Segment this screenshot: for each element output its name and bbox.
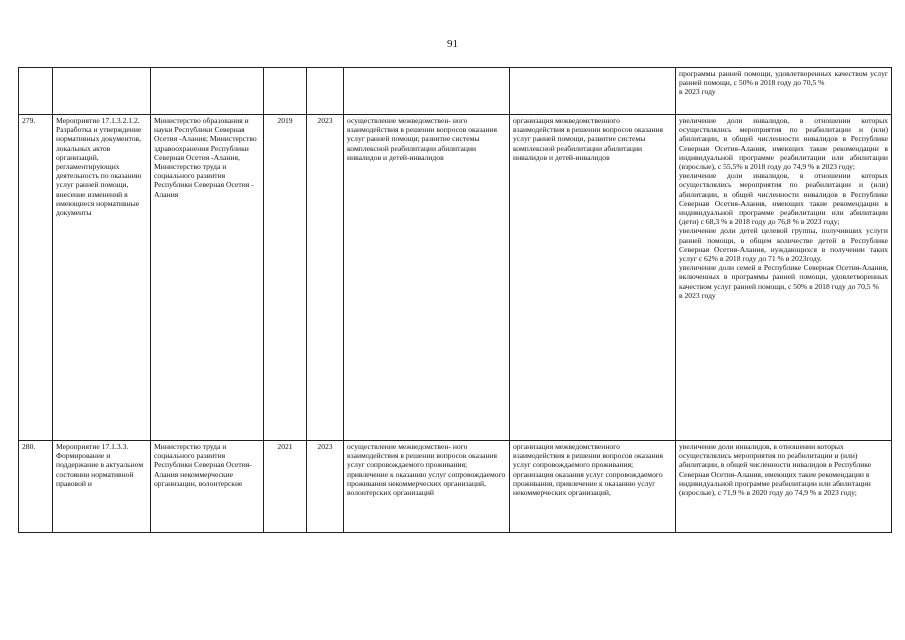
cell-start-year (264, 68, 307, 115)
cell-indicators (676, 68, 892, 115)
indicator-text: увеличение доли инвалидов, в отношении которых осуществлялись мероприятия по реабилитации и (или) абилитации, в общей численности инвалидов в Республике Северная Осетия-Алания, имеющих такие рекомендации в индивидуальной программе реабилитации или абилитации (взрослые), с 55,5% в 2018 году до 74,9 % в 2023 году; (679, 116, 888, 172)
cell-indicators (676, 441, 892, 533)
cell-indicators (676, 115, 892, 441)
cell-number (19, 68, 53, 115)
cell-number: 279. (19, 115, 53, 441)
indicator-text: в 2023 году (679, 290, 716, 300)
cell-executor (151, 68, 264, 115)
cell-content (344, 68, 510, 115)
table-row (19, 441, 892, 533)
cell-content: осуществление межведомствен- ного взаимодействия в решении вопросов оказания услуг ранней помощи; развитие системы комплексной реабилитации абилитации инвалидов и детей-инвалидов (344, 115, 510, 441)
cell-executor: Министерство труда и социального развития Республики Северная Осетия-Алания некоммерческие организации, волонтерские (151, 441, 264, 533)
cell-event: Мероприятие 17.1.3.3. Формирование и поддержание в актуальном состоянии нормативной правовой и (53, 441, 151, 533)
indicator-text: увеличение доли детей целевой группы, получивших услуги ранней помощи, в общем количестве детей в Республике Северная Осетия-Алания, нуждающихся в получении таких услуг с 62% в 2018 году до 71 % в 2023году. (679, 226, 888, 264)
cell-content: осуществление межведомствен- ного взаимодействия в решении вопросов оказания услуг сопровождаемого проживания; привлечение к оказанию услуг сопровождаемого проживания некоммерческих организаций, волонтерских организаций (344, 441, 510, 533)
cell-result (510, 68, 676, 115)
cell-start-year: 2021 (264, 441, 307, 533)
cell-number: 280. (19, 441, 53, 533)
cell-executor: Министерство образования и науки Республики Северная Осетия -Алания; Министерство здравоохранения Республики Северная Осетия -Алания, Министерство труда и социального развития Республики Северная Осетия - Алания (151, 115, 264, 441)
indicator-text: программы ранней помощи, удовлетворенных качеством услуг ранней помощи, с 50% в 2018 году до 70,5 % (679, 69, 888, 88)
indicator-text: увеличение доли семей в Республике Северная Осетия-Алания, включенных в программы ранней помощи, удовлетворенных качеством услуг ранней помощи, с 50% в 2018 году до 70,5 % (679, 263, 888, 291)
table-row (19, 115, 892, 441)
cell-result: организация межведомственного взаимодействия в решении вопросов оказания услуг сопровождаемого проживания; организация оказания услуг сопровождаемого проживания, привлечение к оказанию услуг некоммерческих организаций, (510, 441, 676, 533)
indicator-text: в 2023 году (679, 87, 716, 97)
cell-end-year (307, 68, 344, 115)
table-row (19, 68, 892, 115)
cell-event (53, 68, 151, 115)
page-number: 91 (447, 38, 458, 50)
indicator-text: увеличение доли инвалидов, в отношении которых осуществлялись мероприятия по реабилитации и (или) абилитации, в общей численности инвалидов в Республике Северная Осетия-Алания, имеющих такие рекомендации в индивидуальной программе реабилитации или абилитации (дети) с 68,3 % в 2018 году до 76,8 % в 2023 году; (679, 171, 888, 227)
cell-end-year: 2023 (307, 441, 344, 533)
cell-start-year: 2019 (264, 115, 307, 441)
cell-end-year: 2023 (307, 115, 344, 441)
indicator-text: увеличение доли инвалидов, в отношении которых осуществлялись мероприятия по реабилитации и (или) абилитации, в общей численности инвалидов в Республике Северная Осетия-Алания, имеющих такие рекомендации в индивидуальной программе реабилитации или абилитации (взрослые), с 71,9 % в 2020 году до 74,9 % в 2023 году; (679, 442, 872, 498)
cell-result: организация межведомственного взаимодействия в решении вопросов оказания услуг ранней помощи, развитие системы комплексной реабилитации абилитации инвалидов и детей-инвалидов (510, 115, 676, 441)
measures-table (18, 67, 892, 533)
cell-event: Мероприятие 17.1.3.2.1.2. Разработка и утверждение нормативных документов, локальных актов организаций, регламентирующих деятельность по оказанию услуг ранней помощи, внесение изменений в имеющиеся нормативные документы (53, 115, 151, 441)
